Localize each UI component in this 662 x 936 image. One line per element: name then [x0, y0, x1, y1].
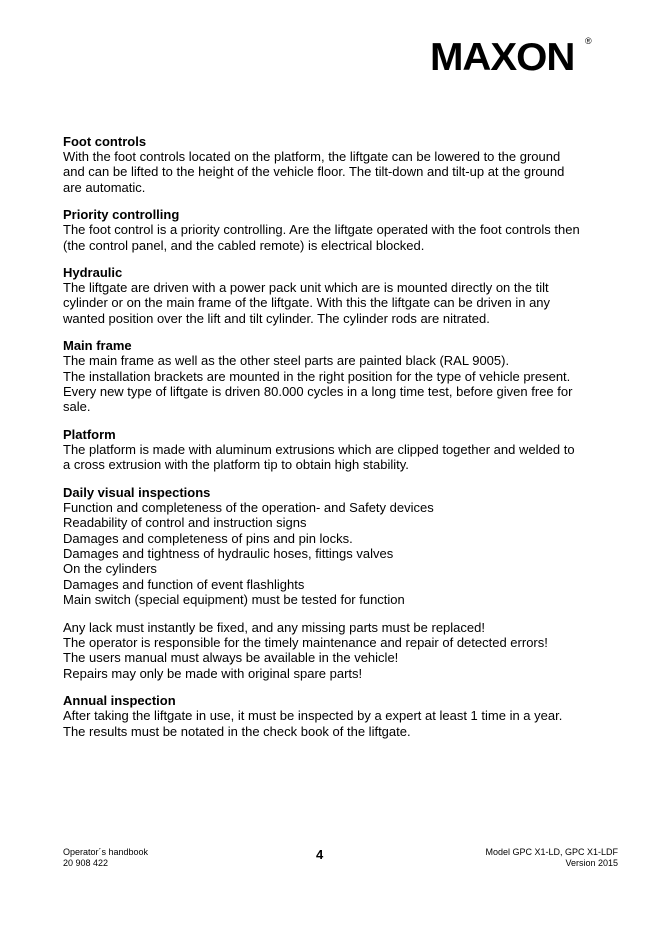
footer-left [63, 847, 148, 869]
body-line: The operator is responsible for the timely maintenance and repair of detected errors! [63, 634, 548, 650]
section [63, 620, 603, 682]
body-line: wanted position over the lift and tilt cylinder. The cylinder rods are nitrated. [63, 310, 490, 326]
body-line: sale. [63, 399, 91, 415]
document-body [63, 134, 603, 751]
body-line: are automatic. [63, 179, 146, 195]
section-heading: Priority controlling [63, 207, 180, 223]
handbook-title: Operator´s handbook [63, 847, 149, 857]
logo-text: MAXON [430, 36, 575, 79]
body-line: Repairs may only be made with original spare parts! [63, 665, 363, 681]
section [63, 134, 603, 195]
body-line: Readability of control and instruction signs [63, 515, 307, 531]
body-line: The results must be notated in the check book of the liftgate. [63, 723, 411, 739]
body-line: On the cylinders [63, 561, 157, 577]
section [63, 207, 603, 253]
body-line: With the foot controls located on the platform, the liftgate can be lowered to the ground [63, 149, 561, 164]
body-line: Damages and completeness of pins and pin locks. [63, 530, 353, 546]
version-info: Version 2015 [565, 858, 618, 868]
maxon-logo [430, 38, 600, 78]
body-line: (the control panel, and the cabled remote) is electrical blocked. [63, 237, 425, 253]
body-line: cylinder or on the main frame of the liftgate. With this the liftgate can be driven in any [63, 295, 551, 311]
body-line: a cross extrusion with the platform tip to obtain high stability. [63, 457, 409, 473]
body-line: The foot control is a priority controlling. Are the liftgate operated with the foot controls then [63, 222, 580, 238]
body-line: Any lack must instantly be fixed, and any missing parts must be replaced! [63, 619, 485, 635]
body-line: The liftgate are driven with a power pack unit which are is mounted directly on the tilt [63, 280, 549, 296]
body-line: Main switch (special equipment) must be tested for function [63, 592, 405, 608]
footer-right [485, 847, 618, 869]
model-info: Model GPC X1-LD, GPC X1-LDF [485, 847, 618, 857]
section-heading: Platform [63, 426, 116, 442]
section-heading: Daily visual inspections [63, 484, 211, 500]
section-heading: Hydraulic [63, 265, 123, 281]
body-line: After taking the liftgate in use, it must be inspected by a expert at least 1 time in a year. [63, 708, 563, 724]
body-line: and can be lifted to the height of the vehicle floor. The tilt-down and tilt-up at the ground [63, 164, 565, 180]
section-heading: Annual inspection [63, 693, 176, 709]
body-line: Damages and tightness of hydraulic hoses, fittings valves [63, 545, 394, 561]
section [63, 338, 603, 415]
section [63, 265, 603, 326]
section-heading: Foot controls [63, 134, 147, 149]
body-line: Function and completeness of the operation- and Safety devices [63, 499, 434, 515]
body-line: Every new type of liftgate is driven 80.000 cycles in a long time test, before given free for [63, 384, 573, 400]
body-line: The main frame as well as the other steel parts are painted black (RAL 9005). [63, 353, 510, 369]
registered-mark: ® [585, 36, 592, 46]
body-line: The platform is made with aluminum extrusions which are clipped together and welded to [63, 441, 575, 457]
body-line: Damages and function of event flashlights [63, 576, 305, 592]
section [63, 427, 603, 473]
page-number: 4 [316, 847, 324, 862]
section [63, 485, 603, 608]
section-heading: Main frame [63, 338, 132, 354]
body-line: The installation brackets are mounted in the right position for the type of vehicle present. [63, 368, 571, 384]
section [63, 693, 603, 739]
body-line: The users manual must always be available in the vehicle! [63, 650, 399, 666]
document-number: 20 908 422 [63, 858, 109, 868]
